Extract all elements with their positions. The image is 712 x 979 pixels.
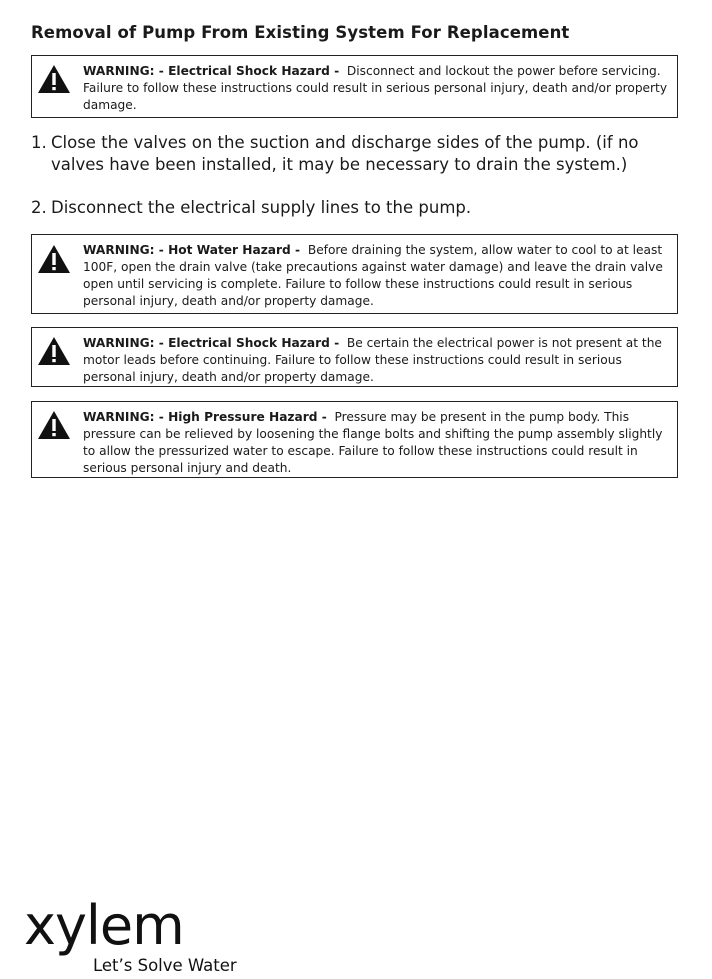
warning-label: WARNING: - Hot Water Hazard - bbox=[83, 243, 301, 257]
warning-body: Be certain the electrical power is not present at the motor leads before continuing. Failure to follow these instructions could result in serious personal injury, death and/or property damage. bbox=[83, 336, 662, 384]
warning-text bbox=[83, 63, 671, 114]
warning-text bbox=[83, 242, 671, 310]
warning-triangle-icon bbox=[37, 410, 71, 440]
warning-body: Before draining the system, allow water to cool to at least 100F, open the drain valve (take precautions against water damage) and leave the drain valve open until servicing is complete. Failure to follow these instructions could result in serious personal injury, death and/or property damage. bbox=[83, 243, 663, 308]
warning-triangle-icon bbox=[37, 244, 71, 274]
step-text: Disconnect the electrical supply lines to the pump. bbox=[51, 198, 472, 217]
step-1 bbox=[31, 132, 691, 176]
xylem-logo bbox=[24, 894, 274, 979]
warning-triangle-icon bbox=[37, 336, 71, 366]
warning-body: Disconnect and lockout the power before servicing. Failure to follow these instructions could result in serious personal injury, death and/or property damage. bbox=[83, 64, 668, 112]
warning-label: WARNING: - Electrical Shock Hazard - bbox=[83, 64, 340, 78]
step-text: Close the valves on the suction and discharge sides of the pump. (if no valves have been installed, it may be necessary to drain the system.) bbox=[51, 133, 639, 174]
warning-text bbox=[83, 409, 671, 477]
warning-box-hot-water bbox=[31, 234, 678, 314]
logo-wordmark: xylem bbox=[24, 894, 184, 957]
warning-box-high-pressure bbox=[31, 401, 678, 478]
warning-triangle-icon bbox=[37, 64, 71, 94]
warning-label: WARNING: - High Pressure Hazard - bbox=[83, 410, 327, 424]
warning-box-electrical-shock-2 bbox=[31, 327, 678, 387]
warning-body: Pressure may be present in the pump body. This pressure can be relieved by loosening the flange bolts and shifting the pump assembly slightly to allow the pressurized water to escape. Failure to follow these instructions could result in serious personal injury and death. bbox=[83, 410, 663, 475]
logo-tagline: Let’s Solve Water bbox=[93, 956, 237, 975]
warning-box-electrical-shock-1 bbox=[31, 55, 678, 118]
warning-text bbox=[83, 335, 671, 386]
warning-label: WARNING: - Electrical Shock Hazard - bbox=[83, 336, 340, 350]
step-2 bbox=[31, 197, 691, 219]
step-number: 1. bbox=[31, 133, 47, 152]
step-number: 2. bbox=[31, 198, 47, 217]
page-title: Removal of Pump From Existing System For Replacement bbox=[31, 23, 570, 42]
